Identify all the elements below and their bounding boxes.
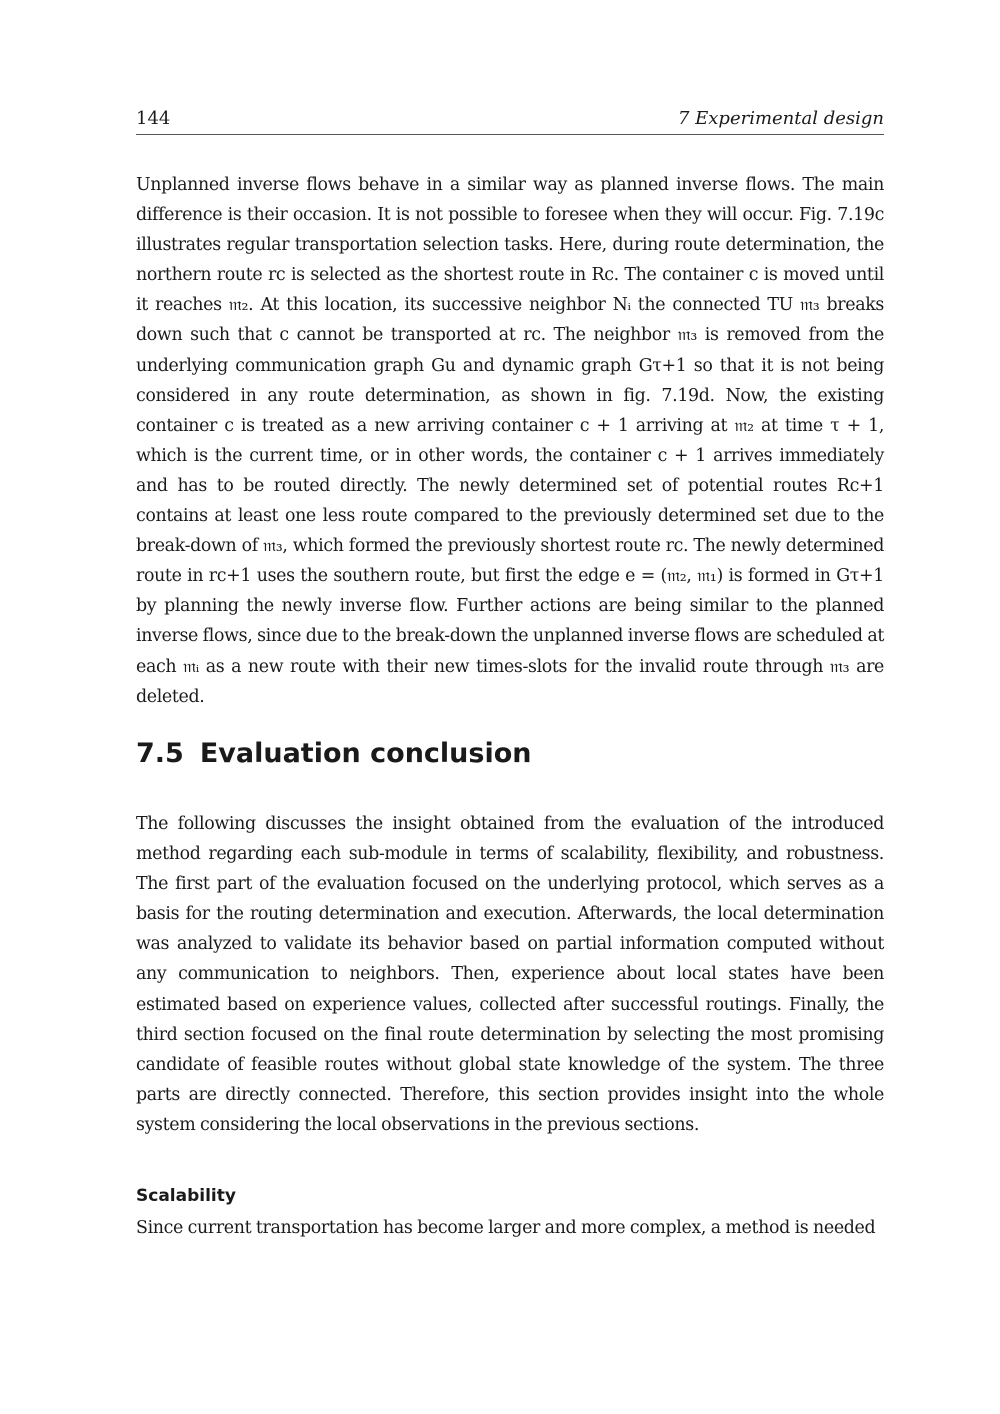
paragraph-evaluation-intro: The following discusses the insight obtained from the evaluation of the introduced method regarding each sub-module in terms of scalability, flexibility, and robustness. The first part of the evaluation focused on the underlying protocol, which serves as a basis for the routing determination and execution. Afterwards, the local determination was analyzed to validate its behavior based on partial information computed without any communication to neighbors. Then, experience about local states have been estimated based on experience values, collected after successful routings. Finally, the third section focused on the final route determination by selecting the most promising candidate of feasible routes without global state knowledge of the system. The three parts are directly connected. Therefore, this section provides insight into the whole system considering the local observations in the previous sections. bbox=[136, 814, 884, 1135]
document-page bbox=[136, 0, 884, 1414]
running-header bbox=[136, 106, 884, 135]
paragraph-scalability: Since current transportation has become larger and more complex, a method is needed bbox=[136, 1218, 876, 1238]
section-heading bbox=[136, 734, 532, 774]
section-title: Evaluation conclusion bbox=[199, 738, 532, 769]
paragraph-unplanned-inverse-flows: Unplanned inverse flows behave in a similar way as planned inverse flows. The main difference is their occasion. It is not possible to foresee when they will occur. Fig. 7.19c illustrates regular transportation selection tasks. Here, during route determination, the northern route rc is selected as the shortest route in Rc. The container c is moved until it reaches 𝔪₂. At this location, its successive neighbor Nᵢ the connected TU 𝔪₃ breaks down such that c cannot be transported at rc. The neighbor 𝔪₃ is removed from the underlying communication graph Gu and dynamic graph Gτ+1 so that it is not being considered in any route determination, as shown in fig. 7.19d. Now, the existing container c is treated as a new arriving container c + 1 arriving at 𝔪₂ at time τ + 1, which is the current time, or in other words, the container c + 1 arrives immediately and has to be routed directly. The newly determined set of potential routes Rc+1 contains at least one less route compared to the previously determined set due to the break-down of 𝔪₃, which formed the previously shortest route rc. The newly determined route in rc+1 uses the southern route, but first the edge e = (𝔪₂, 𝔪₁) is formed in Gτ+1 by planning the newly inverse flow. Further actions are being similar to the planned inverse flows, since due to the break-down the unplanned inverse flows are scheduled at each 𝔪ᵢ as a new route with their new times-slots for the invalid route through 𝔪₃ are deleted. bbox=[136, 175, 884, 707]
chapter-title: 7 Experimental design bbox=[677, 108, 884, 129]
section-number: 7.5 bbox=[136, 738, 184, 769]
subsection-heading-scalability: Scalability bbox=[136, 1186, 236, 1206]
page-number: 144 bbox=[136, 108, 171, 129]
